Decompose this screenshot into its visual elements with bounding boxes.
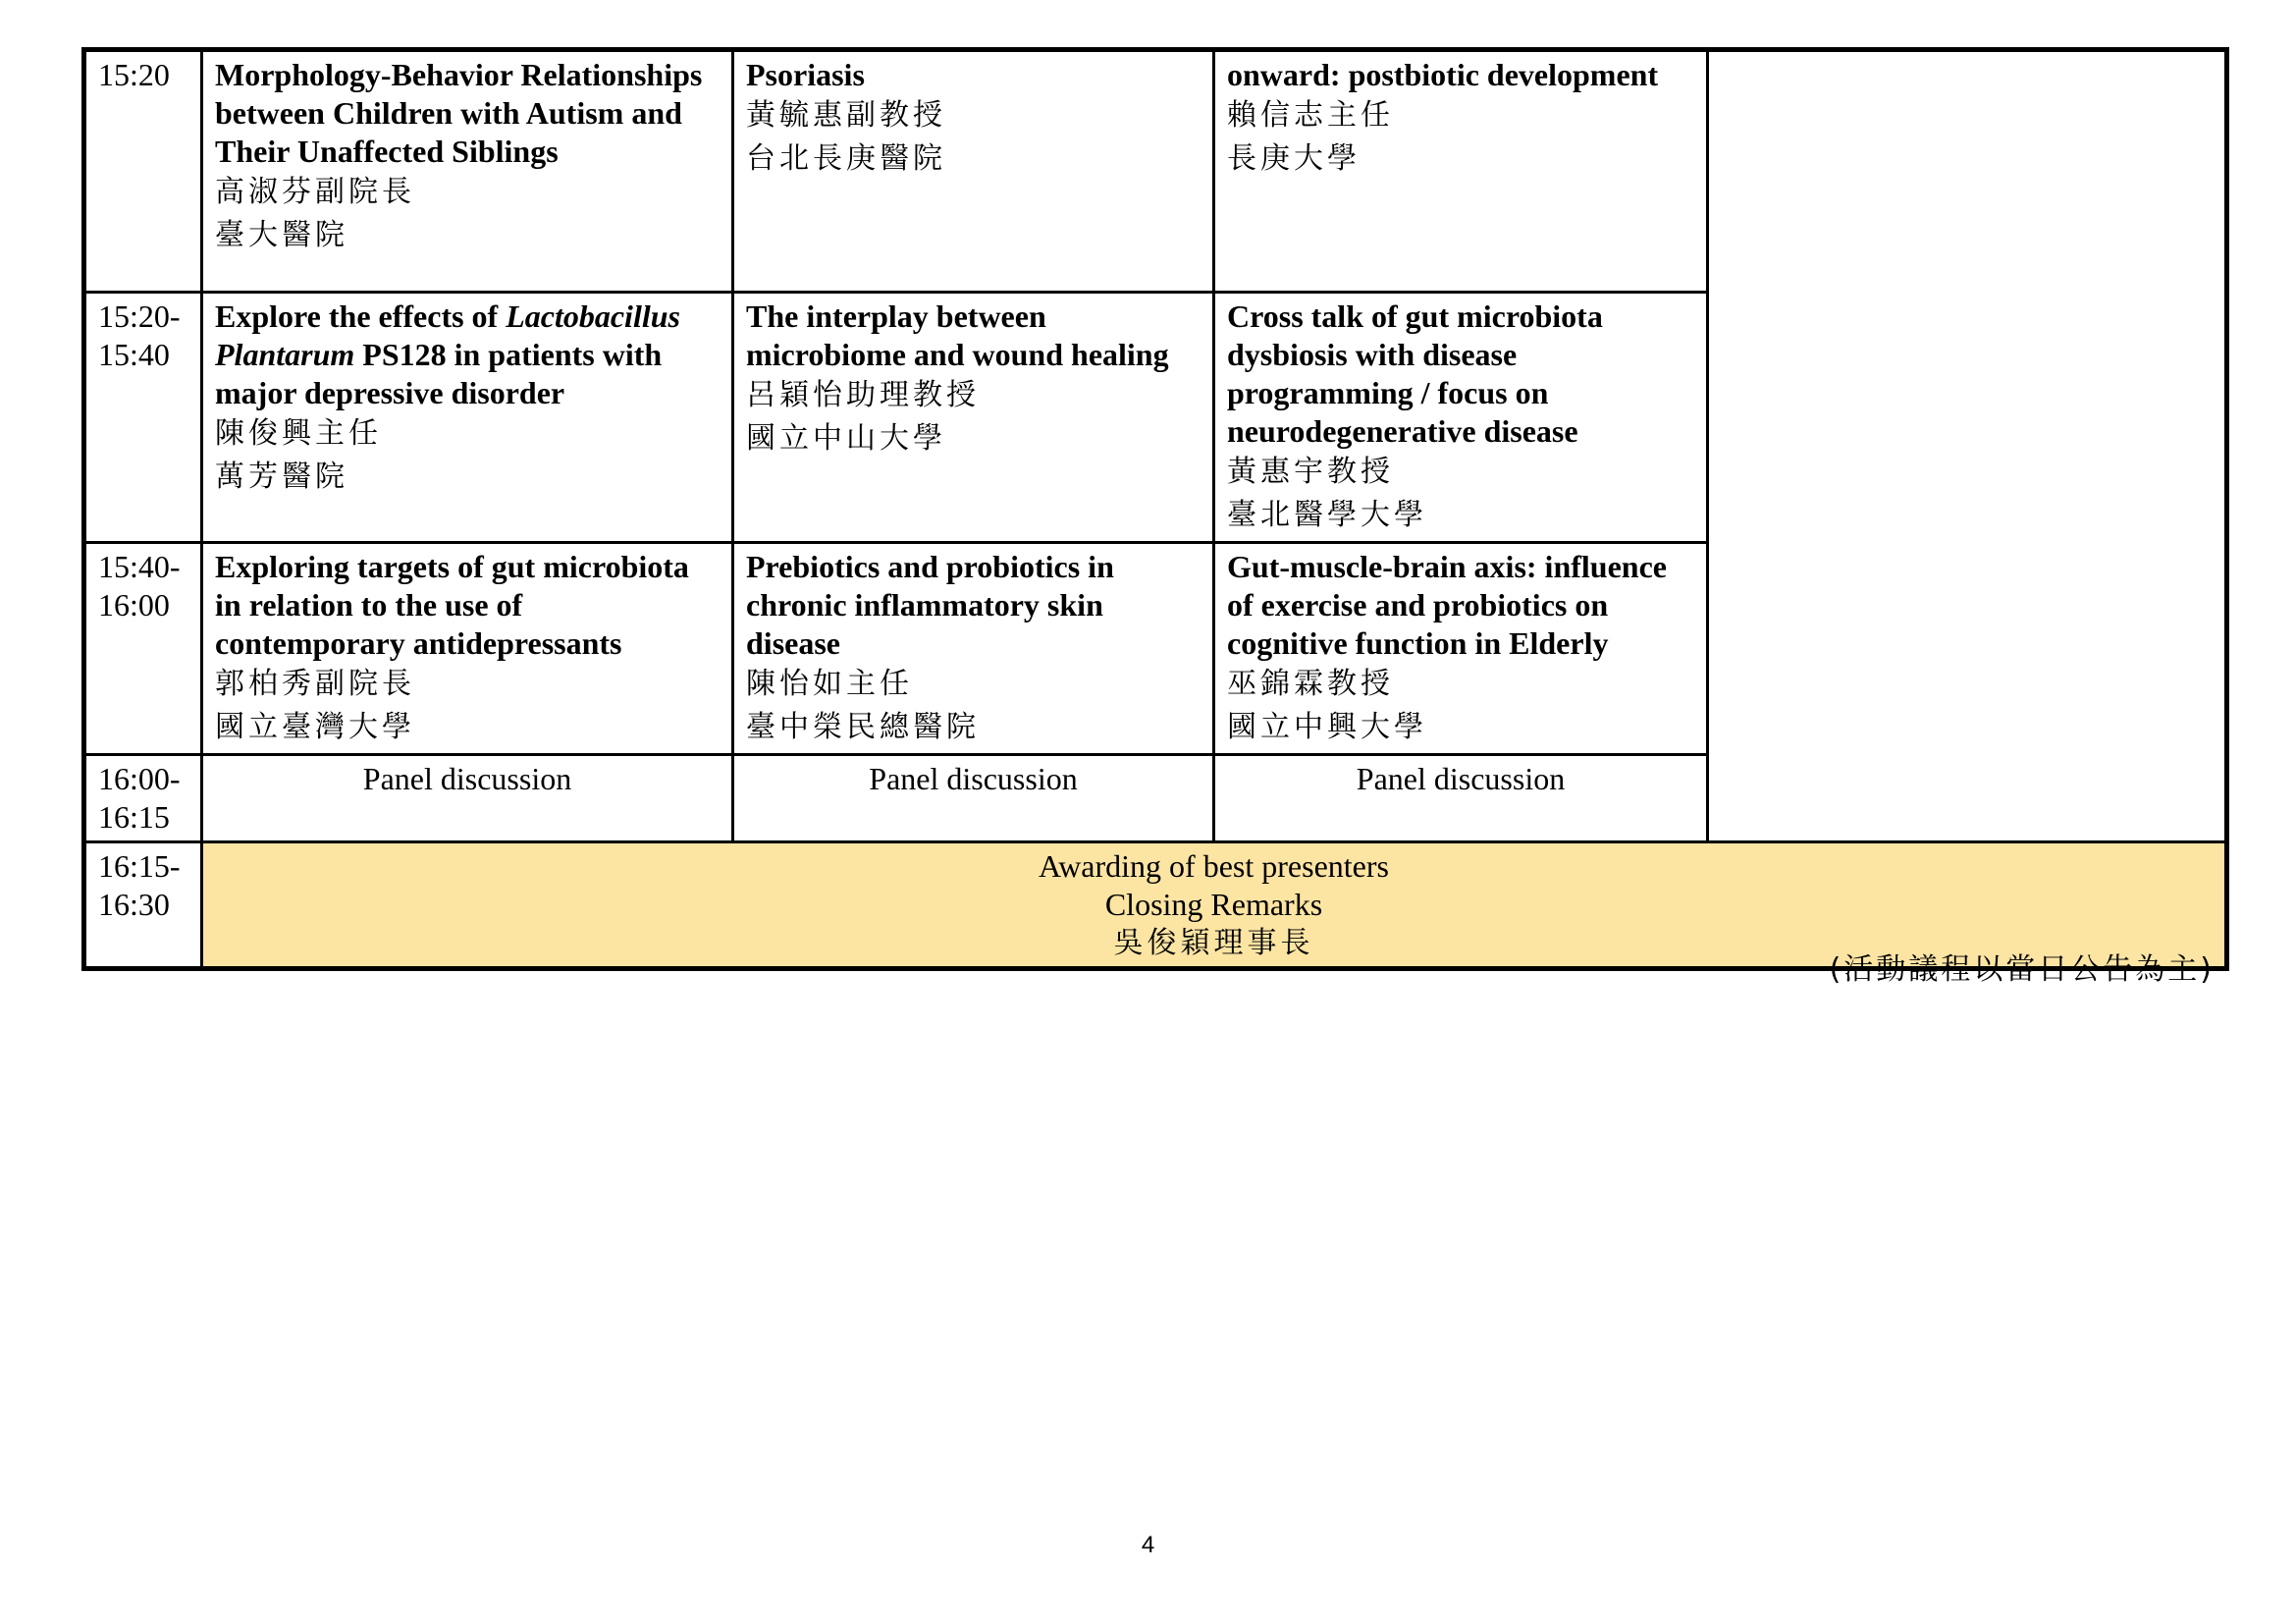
talk-title: Cross talk of gut microbiota dysbiosis with disease programming / focus on neurodegenerative disease — [1227, 298, 1603, 449]
panel-row — [84, 755, 2227, 842]
speaker-name: 黃毓惠副教授 — [746, 98, 946, 133]
speaker-affiliation: 臺北醫學大學 — [1227, 498, 1427, 532]
talk-title: onward: postbiotic development — [1227, 57, 1659, 92]
speaker-affiliation: 台北長庚醫院 — [746, 141, 946, 176]
speaker-affiliation: 國立中山大學 — [746, 421, 946, 456]
speaker-affiliation: 國立中興大學 — [1227, 710, 1427, 744]
time-end: 16:30 — [98, 887, 170, 922]
speaker-name: 高淑芬副院長 — [215, 175, 415, 209]
speaker-affiliation: 長庚大學 — [1227, 141, 1361, 176]
talk-title — [215, 298, 720, 412]
title-part: Explore the effects of — [215, 298, 507, 334]
empty-cell — [1708, 50, 2227, 293]
time-cell — [84, 543, 202, 755]
empty-cell — [1708, 755, 2227, 842]
session-cell — [202, 50, 733, 293]
time-end: 16:15 — [98, 799, 170, 835]
time-cell — [84, 293, 202, 543]
agenda-note: (活動議程以當日公告為主) — [1829, 952, 2215, 987]
time-start: 16:00- — [98, 761, 181, 796]
speaker-name: 賴信志主任 — [1227, 98, 1394, 133]
closing-speaker: 吳俊穎理事長 — [1113, 926, 1314, 960]
session-cell — [1214, 293, 1708, 543]
speaker-affiliation: 臺中榮民總醫院 — [746, 710, 980, 744]
talk-title: Morphology-Behavior Relationships between Children with Autism and Their Unaffected Siblings — [215, 57, 703, 169]
schedule-table — [81, 47, 2229, 971]
speaker-name: 巫錦霖教授 — [1227, 667, 1394, 701]
page-number: 4 — [1141, 1532, 1155, 1558]
talk-title: Exploring targets of gut microbiota in relation to the use of contemporary antidepressants — [215, 549, 689, 661]
talk-title: Prebiotics and probiotics in chronic inflammatory skin disease — [746, 549, 1114, 661]
talk-title: Gut-muscle-brain axis: influence of exercise and probiotics on cognitive function in Elderly — [1227, 549, 1667, 661]
empty-cell — [1708, 293, 2227, 543]
time-start: 15:20 — [98, 57, 170, 92]
time-cell — [84, 842, 202, 969]
time-end: 16:00 — [98, 587, 170, 623]
session-cell — [202, 293, 733, 543]
speaker-affiliation: 萬芳醫院 — [215, 460, 348, 494]
time-start: 16:15- — [98, 848, 181, 884]
schedule-row — [84, 293, 2227, 543]
awarding-line: Awarding of best presenters — [1039, 848, 1389, 884]
time-cell — [84, 50, 202, 293]
title-italic-part: Lactobacillus Plantarum — [215, 298, 680, 372]
session-cell — [1214, 50, 1708, 293]
title-part: PS128 in patients with major depressive disorder — [215, 337, 663, 410]
session-cell — [733, 50, 1214, 293]
closing-remarks-line: Closing Remarks — [1104, 887, 1323, 922]
time-start: 15:40- — [98, 549, 181, 584]
empty-cell — [1708, 543, 2227, 755]
panel-discussion-cell: Panel discussion — [1214, 755, 1708, 842]
panel-discussion-cell: Panel discussion — [733, 755, 1214, 842]
speaker-affiliation: 臺大醫院 — [215, 218, 348, 252]
time-end: 15:40 — [98, 337, 170, 372]
schedule-row — [84, 543, 2227, 755]
session-cell — [733, 293, 1214, 543]
schedule-row — [84, 50, 2227, 293]
talk-title: Psoriasis — [746, 57, 865, 92]
speaker-name: 陳怡如主任 — [746, 667, 913, 701]
time-cell — [84, 755, 202, 842]
session-cell — [733, 543, 1214, 755]
panel-discussion-cell: Panel discussion — [202, 755, 733, 842]
speaker-name: 郭柏秀副院長 — [215, 667, 415, 701]
session-cell — [202, 543, 733, 755]
session-cell — [1214, 543, 1708, 755]
speaker-name: 黃惠宇教授 — [1227, 455, 1394, 489]
talk-title: The interplay between microbiome and wound healing — [746, 298, 1169, 372]
speaker-name: 呂穎怡助理教授 — [746, 378, 980, 412]
speaker-affiliation: 國立臺灣大學 — [215, 710, 415, 744]
speaker-name: 陳俊興主任 — [215, 416, 382, 451]
time-start: 15:20- — [98, 298, 181, 334]
